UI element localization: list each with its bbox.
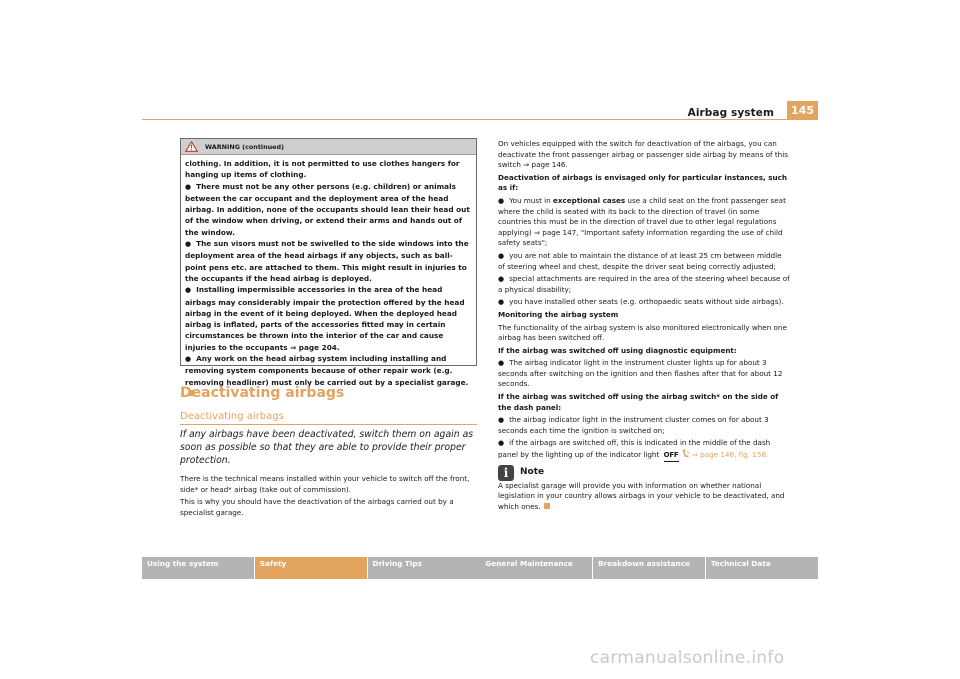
list-item: ● you have installed other seats (e.g. orthopaedic seats without side airbags). [498, 297, 790, 308]
warning-bullet-text: Any work on the head airbag system including installing and removing system components because of other repair work (e.g. removing headliner) must only be carried out by a specialist garage. [185, 354, 469, 387]
list-item-emphasis: exceptional cases [553, 195, 626, 205]
page-number: 145 [787, 101, 818, 120]
left-body [180, 474, 478, 520]
body-paragraph: The functionality of the airbag system is also monitored electronically when one airbag has been switched off. [498, 322, 787, 343]
warning-bullet: ● There must not be any other persons (e.g. children) or animals between the car occupant and the deployment area of the head airbag. In addition, none of the occupants should lean their head out of the window when driving, or extend their arms and hands out of the window. [185, 181, 473, 238]
footer-tab-general-maintenance[interactable]: General Maintenance [480, 557, 592, 579]
list-item: ● the airbag indicator light in the instrument cluster comes on for about 3 seconds each time the ignition is switched on; [498, 415, 790, 436]
body-paragraph: This is why you should have the deactivation of the airbags carried out by a specialist garage. [180, 497, 454, 517]
list-item [498, 196, 790, 249]
list-item: ● The airbag indicator light in the instrument cluster lights up for about 3 seconds after switching on the ignition and then flashes after that for about 12 seconds. [498, 358, 790, 390]
subheading: Monitoring the airbag system [498, 309, 619, 319]
airbag-passenger-icon [681, 449, 690, 458]
page-reference-link[interactable]: ⇒ page 146, fig. 158. [691, 450, 769, 460]
subsection-rule [180, 424, 477, 425]
warning-bullet: ● Installing impermissible accessories in the area of the head airbags may considerably impair the protection offered by the head airbag in the event of it being deployed. When the deployed head airbag is inflated, parts of the accessories fitted may in certain circumstances be thrown into the interior of the car and cause injuries to the occupants ⇒ page 204. [185, 284, 473, 353]
footer-tab-breakdown-assistance[interactable]: Breakdown assistance [593, 557, 705, 579]
right-column [498, 139, 790, 514]
warning-body [181, 155, 476, 399]
list-item-text: You must in [509, 195, 554, 205]
warning-bullet: ● The sun visors must not be swivelled to the side windows into the deployment area of the head airbags if any objects, such as ball-point pens etc. are attached to them. This might result in injuries to the occupants if the head airbag is deployed. [185, 238, 473, 284]
note-text [498, 481, 790, 513]
footer-tab-safety[interactable]: Safety [255, 557, 367, 579]
section-title: Deactivating airbags [180, 385, 345, 401]
warning-header [181, 139, 476, 155]
subheading: If the airbag was switched off using diagnostic equipment: [498, 345, 737, 355]
note-header [498, 465, 790, 481]
footer-nav [142, 557, 818, 579]
list-item: ● special attachments are required in the area of the steering wheel because of a physical disability; [498, 274, 790, 295]
footer-tab-driving-tips[interactable]: Driving Tips [368, 557, 480, 579]
warning-box [180, 138, 477, 387]
list-item: ● you are not able to maintain the distance of at least 25 cm between middle of steering wheel and chest, despite the driver seat being correctly adjusted; [498, 251, 790, 272]
header-rule [142, 119, 818, 120]
list-item-text: if the airbags are switched off, this is indicated in the middle of the dash panel by the lighting up of the indicator light [498, 438, 771, 460]
subheading: Deactivation of airbags is envisaged only for particular instances, such as if: [498, 172, 788, 193]
airbag-off-indicator: OFF [664, 450, 679, 462]
footer-tab-using-the-system[interactable]: Using the system [142, 557, 254, 579]
info-note-icon: i [498, 465, 514, 481]
warning-triangle-icon [185, 141, 198, 152]
page-header-title: Airbag system [687, 107, 774, 119]
list-item [498, 438, 790, 461]
body-paragraph: On vehicles equipped with the switch for deactivation of the airbags, you can deactivate the front passenger airbag or passenger side airbag by means of this switch ⇒ page 146. [498, 139, 788, 170]
section-end-marker [544, 503, 550, 509]
subheading: If the airbag was switched off using the airbag switch* on the side of the dash panel: [498, 392, 779, 412]
warning-label: WARNING (continued) [205, 142, 284, 151]
note-label: Note [520, 467, 545, 478]
subsection-title: Deactivating airbags [180, 411, 284, 422]
note-text-body: A specialist garage will provide you with information on whether national legislation in your country allows airbags in your vehicle to be deactivated, and which ones. [498, 480, 785, 511]
watermark: carmanualsonline.info [590, 648, 785, 668]
warning-paragraph: clothing. In addition, it is not permitted to use clothes hangers for hanging up items of clothing. [185, 159, 460, 180]
intro-paragraph: If any airbags have been deactivated, switch them on again as soon as possible so that they are able to provide their proper protection. [180, 429, 474, 466]
footer-tab-technical-data[interactable]: Technical Data [706, 557, 818, 579]
list-item-text: use a child seat on the front passenger seat where the child is seated with its back to the direction of travel (in some countries this must be in the direction of travel due to other legal regulations applying) ⇒ page 147, "Important safety information regarding the use of child safety seats"; [498, 195, 786, 248]
body-paragraph: There is the technical means installed within your vehicle to switch off the front, side* or head* airbag (take out of commission). [180, 474, 470, 494]
